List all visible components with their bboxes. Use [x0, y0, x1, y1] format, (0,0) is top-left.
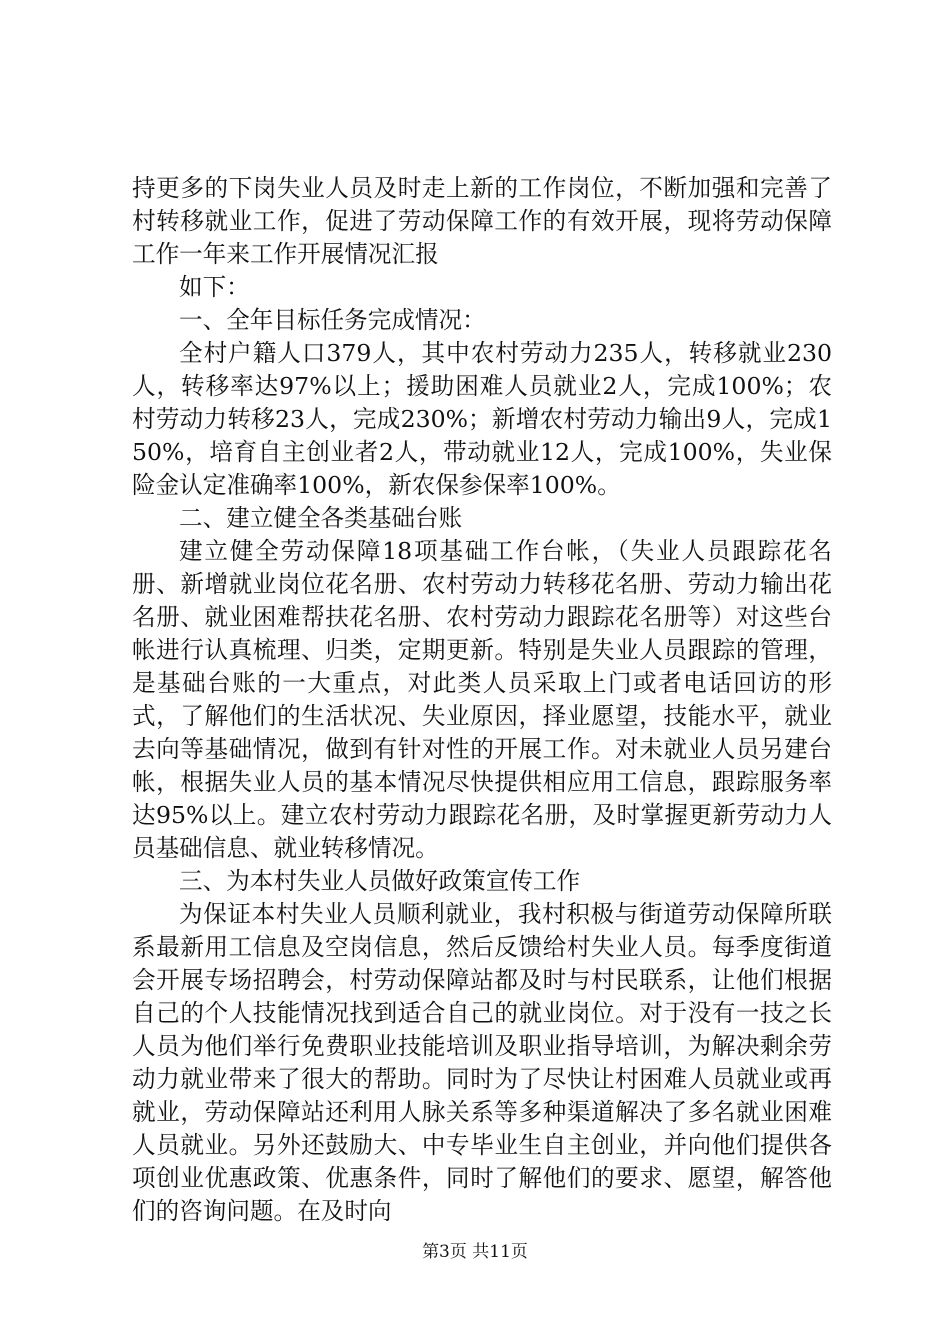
paragraph-intro-continuation: 持更多的下岗失业人员及时走上新的工作岗位，不断加强和完善了村转移就业工作，促进了劳动保障工作的有效开展，现将劳动保障工作一年来工作开展情况汇报 [132, 174, 832, 268]
section-heading-3: 三、为本村失业人员做好政策宣传工作 [179, 867, 581, 895]
section-heading-2: 二、建立健全各类基础台账 [179, 504, 463, 532]
document-body [132, 172, 832, 1228]
page-number-footer: 第3页 共11页 [422, 1242, 528, 1262]
paragraph-targets: 全村户籍人口379人，其中农村劳动力235人，转移就业230人，转移率达97%以上；援助困难人员就业2人，完成100%；农村劳动力转移23人，完成230%；新增农村劳动力输出9人，完成150%，培育自主创业者2人，带动就业12人，完成100%，失业保险金认定准确率100%，新农保参保率100%。 [132, 339, 832, 499]
paragraph-as-follows: 如下： [179, 273, 250, 301]
paragraph-ledgers: 建立健全劳动保障18项基础工作台帐，（失业人员跟踪花名册、新增就业岗位花名册、农村劳动力转移花名册、劳动力输出花名册、就业困难帮扶花名册、农村劳动力跟踪花名册等）对这些台帐进行认真梳理、归类，定期更新。特别是失业人员跟踪的管理，是基础台账的一大重点，对此类人员采取上门或者电话回访的形式，了解他们的生活状况、失业原因，择业愿望，技能水平，就业去向等基础情况，做到有针对性的开展工作。对未就业人员另建台帐，根据失业人员的基本情况尽快提供相应用工信息，跟踪服务率达95%以上。建立农村劳动力跟踪花名册，及时掌握更新劳动力人员基础信息、就业转移情况。 [132, 537, 832, 862]
paragraph-policy-promotion: 为保证本村失业人员顺利就业，我村积极与街道劳动保障所联系最新用工信息及空岗信息，然后反馈给村失业人员。每季度街道会开展专场招聘会，村劳动保障站都及时与村民联系，让他们根据自己的个人技能情况找到适合自己的就业岗位。对于没有一技之长人员为他们举行免费职业技能培训及职业指导培训，为解决剩余劳动力就业带来了很大的帮助。同时为了尽快让村困难人员就业或再就业，劳动保障站还利用人脉关系等多种渠道解决了多名就业困难人员就业。另外还鼓励大、中专毕业生自主创业，并向他们提供各项创业优惠政策、优惠条件，同时了解他们的要求、愿望，解答他们的咨询问题。在及时向 [132, 900, 832, 1225]
section-heading-1: 一、全年目标任务完成情况： [179, 306, 486, 334]
